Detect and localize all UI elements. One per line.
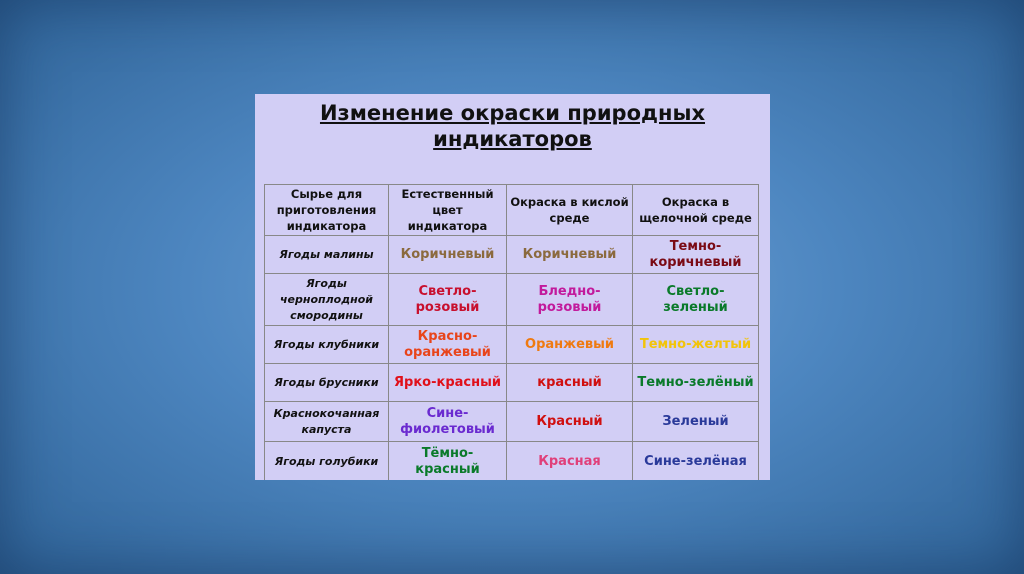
acid-color-cell: Оранжевый	[507, 326, 633, 364]
table-row	[265, 442, 759, 481]
acid-color-cell: Бледно-розовый	[507, 274, 633, 326]
title-line-1: Изменение окраски природных	[319, 101, 706, 125]
natural-color-cell: Светло-розовый	[389, 274, 507, 326]
table-row	[265, 364, 759, 402]
acid-color-cell: Красная	[507, 442, 633, 481]
table-row	[265, 236, 759, 274]
raw-material-cell: Ягоды черноплодной смородины	[265, 274, 389, 326]
alkaline-color-cell: Темно-зелёный	[633, 364, 759, 402]
raw-material-cell: Краснокочанная капуста	[265, 402, 389, 442]
alkaline-color-cell: Темно-коричневый	[633, 236, 759, 274]
column-header: Естественный цвет индикатора	[389, 185, 507, 236]
alkaline-color-cell: Сине-зелёная	[633, 442, 759, 481]
slide-image-card	[255, 94, 770, 480]
column-header: Сырье для приготовления индикатора	[265, 185, 389, 236]
natural-color-cell: Красно-оранжевый	[389, 326, 507, 364]
acid-color-cell: Коричневый	[507, 236, 633, 274]
page-title	[255, 100, 770, 152]
natural-color-cell: Тёмно-красный	[389, 442, 507, 481]
table-row	[265, 402, 759, 442]
alkaline-color-cell: Зеленый	[633, 402, 759, 442]
raw-material-cell: Ягоды брусники	[265, 364, 389, 402]
alkaline-color-cell: Светло-зеленый	[633, 274, 759, 326]
acid-color-cell: Красный	[507, 402, 633, 442]
raw-material-cell: Ягоды малины	[265, 236, 389, 274]
natural-color-cell: Ярко-красный	[389, 364, 507, 402]
table-row	[265, 274, 759, 326]
raw-material-cell: Ягоды голубики	[265, 442, 389, 481]
raw-material-cell: Ягоды клубники	[265, 326, 389, 364]
natural-color-cell: Коричневый	[389, 236, 507, 274]
indicator-table	[264, 184, 759, 480]
title-line-2: индикаторов	[433, 127, 592, 151]
column-header: Окраска в кислой среде	[507, 185, 633, 236]
acid-color-cell: красный	[507, 364, 633, 402]
table-header-row	[265, 185, 759, 236]
column-header: Окраска в щелочной среде	[633, 185, 759, 236]
table-row	[265, 326, 759, 364]
alkaline-color-cell: Темно-желтый	[633, 326, 759, 364]
natural-color-cell: Сине-фиолетовый	[389, 402, 507, 442]
